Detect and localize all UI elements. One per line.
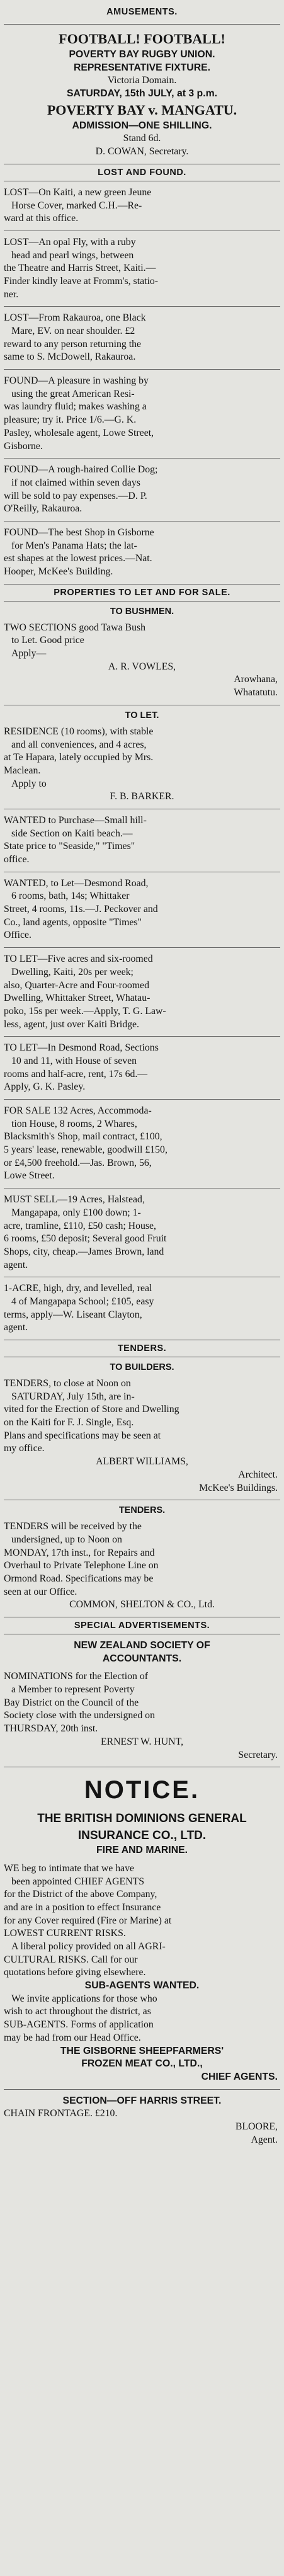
ad-line: A. R. VOWLES, <box>108 661 176 672</box>
ad-line: POVERTY BAY v. MANGATU. <box>47 101 237 118</box>
ad-line: at Te Hapara, lately occupied by Mrs. <box>4 752 154 763</box>
ad-line: Finder kindly leave at Fromm's, statio- <box>4 275 159 287</box>
notice-title: NOTICE. <box>84 1776 200 1804</box>
ad-line: NEW ZEALAND SOCIETY OF <box>74 1640 210 1651</box>
ad-line: Dwelling, Whittaker Street, Whatau- <box>4 993 151 1004</box>
ad-line: will be sold to pay expenses.—D. P. <box>4 490 147 501</box>
found-ad-shop <box>4 527 280 579</box>
to-let-heading: TO LET. <box>125 710 159 721</box>
ad-line: 4 of Mangapapa School; £105, easy <box>11 1296 154 1307</box>
ad-line: Ormond Road. Specifications may be <box>4 1573 154 1584</box>
lost-ad-mare <box>4 312 280 364</box>
ad-line: LOST—From Rakauroa, one Black <box>4 312 146 324</box>
ad-line: CULTURAL RISKS. Call for our <box>4 1954 138 1965</box>
ad-line: seen at our Office. <box>4 1586 77 1597</box>
ad-line: also, Quarter-Acre and Four-roomed <box>4 979 149 991</box>
ad-line: Co., land agents, opposite "Times" <box>4 916 142 928</box>
ad-line: D. COWAN, Secretary. <box>95 146 189 157</box>
property-heading: PROPERTIES TO LET AND FOR SALE. <box>4 584 280 601</box>
ad-line: reward to any person returning the <box>4 338 142 350</box>
ad-line: Blacksmith's Shop, mail contract, £100, <box>4 1131 162 1143</box>
accountants-ad <box>4 1639 280 1762</box>
ad-line: 6 rooms, £50 deposit; Several good Fruit <box>4 1233 167 1245</box>
ad-line: Pasley, wholesale agent, Lowe Street, <box>4 427 154 438</box>
ad-line: quotations before giving elsewhere. <box>4 1967 146 1978</box>
ad-line: vited for the Erection of Store and Dwelling <box>4 1404 179 1415</box>
ad-line: MUST SELL—19 Acres, Halstead, <box>4 1194 145 1205</box>
bushmen-heading: TO BUSHMEN. <box>110 606 174 617</box>
ad-line: McKee's Buildings. <box>199 1482 278 1493</box>
ad-line: TENDERS, to close at Noon on <box>4 1378 131 1389</box>
ad-line: for any Cover required (Fire or Marine) at <box>4 1915 172 1926</box>
ad-line: may be had from our Head Office. <box>4 2032 141 2043</box>
classified-must-sell <box>4 1194 280 1272</box>
ad-line: FOOTBALL! FOOTBALL! <box>59 31 225 47</box>
ad-line: ALBERT WILLIAMS, <box>96 1456 188 1468</box>
ad-line: Plans and specifications may be seen at <box>4 1430 161 1441</box>
ad-line: using the great American Resi- <box>11 388 135 399</box>
ad-line: Architect. <box>238 1469 278 1480</box>
ad-line: Victoria Domain. <box>107 75 177 86</box>
ad-line: for Men's Panama Hats; the lat- <box>11 540 137 551</box>
ad-line: been appointed CHIEF AGENTS <box>11 1876 145 1887</box>
residence-ad <box>4 726 280 804</box>
tenders-heading: TENDERS. <box>4 1340 280 1357</box>
ad-line: acre, tramline, £110, £50 cash; House, <box>4 1220 156 1231</box>
ad-line: Apply to <box>11 778 47 789</box>
ad-line: Mangapapa, only £100 down; 1- <box>11 1207 141 1218</box>
ad-line: pleasure; try it. Price 1/6.—G. K. <box>4 414 137 426</box>
ad-line: Mare, EV. on near shoulder. £2 <box>11 326 135 336</box>
ad-line: TO LET—Five acres and six-roomed <box>4 954 153 965</box>
ad-line: for the District of the above Company, <box>4 1889 157 1900</box>
ad-line: terms, apply—W. Liseant Clayton, <box>4 1309 142 1320</box>
classified-one-acre <box>4 1282 280 1335</box>
ad-line: FOUND—A rough-haired Collie Dog; <box>4 464 158 476</box>
ad-line: and are in a position to effect Insurance <box>4 1901 161 1913</box>
ad-line: RESIDENCE (10 rooms), with stable <box>4 726 154 737</box>
ad-line: LOST—An opal Fly, with a ruby <box>4 236 136 248</box>
ad-line: ACCOUNTANTS. <box>102 1653 182 1664</box>
ad-line: SUB-AGENTS. Forms of application <box>4 2019 154 2031</box>
ad-line: tion House, 8 rooms, 2 Whares, <box>11 1118 137 1129</box>
ad-line: FOUND—A pleasure in washing by <box>4 375 149 387</box>
ad-line: THE GISBORNE SHEEPFARMERS' <box>60 2045 224 2056</box>
ad-line: LOWEST CURRENT RISKS. <box>4 1928 126 1939</box>
ad-line: REPRESENTATIVE FIXTURE. <box>73 62 211 73</box>
lost-ad-cover <box>4 186 280 225</box>
ad-line: 5 years' lease, renewable, goodwill £150, <box>4 1144 168 1156</box>
ad-line: and all conveniences, and 4 acres, <box>11 739 147 750</box>
ad-line: Apply— <box>11 648 47 659</box>
ad-line: my office. <box>4 1443 45 1454</box>
ad-line: Dwelling, Kaiti, 20s per week; <box>11 966 133 977</box>
ad-line: ERNEST W. HUNT, <box>100 1736 184 1747</box>
ad-line: was laundry fluid; makes washing a <box>4 401 147 413</box>
ad-line: poko, 15s per week.—Apply, T. G. Law- <box>4 1005 166 1017</box>
ad-line: Gisborne. <box>4 440 43 452</box>
ad-line: WANTED, to Let—Desmond Road, <box>4 877 149 889</box>
ad-line: SATURDAY, July 15th, are in- <box>11 1391 135 1402</box>
ad-line: FOR SALE 132 Acres, Accommoda- <box>4 1105 152 1116</box>
special-heading: SPECIAL ADVERTISEMENTS. <box>4 1617 280 1634</box>
lost-ad-fly <box>4 236 280 301</box>
ad-line: to Let. Good price <box>11 635 84 646</box>
classified-wanted-let <box>4 877 280 942</box>
ad-line: State price to "Seaside," "Times" <box>4 841 135 852</box>
ad-line: BLOORE, <box>235 2121 278 2132</box>
ad-line: THURSDAY, 20th inst. <box>4 1723 98 1735</box>
amusements-heading: AMUSEMENTS. <box>4 0 280 25</box>
ad-line: 1-ACRE, high, dry, and levelled, real <box>4 1283 152 1294</box>
section-ad <box>4 2095 280 2147</box>
ad-line: agent. <box>4 1259 28 1270</box>
ad-line: Horse Cover, marked C.H.—Re- <box>11 200 142 211</box>
builders-heading: TO BUILDERS. <box>110 1362 174 1372</box>
ad-line: LOST—On Kaiti, a new green Jeune <box>4 186 152 198</box>
ad-line: We invite applications for those who <box>11 1993 157 2004</box>
bushmen-ad <box>4 622 280 700</box>
ad-line: Maclean. <box>4 765 41 776</box>
ad-line: Secretary. <box>238 1749 278 1760</box>
ad-line: less, agent, just over Kaiti Bridge. <box>4 1018 139 1030</box>
ad-line: Apply, G. K. Pasley. <box>4 1081 86 1093</box>
ad-line: ner. <box>4 288 19 300</box>
ad-line: agent. <box>4 1322 28 1333</box>
ad-line: ADMISSION—ONE SHILLING. <box>72 120 212 131</box>
ad-line: wish to act throughout the district, as <box>4 2006 151 2017</box>
ad-line: O'Reilly, Rakauroa. <box>4 503 82 515</box>
builders-ad <box>4 1377 280 1495</box>
ad-line: same to S. McDowell, Rakauroa. <box>4 351 136 363</box>
ad-line: Bay District on the Council of the <box>4 1697 139 1708</box>
ad-line: THE BRITISH DOMINIONS GENERAL <box>37 1812 247 1826</box>
ad-line: INSURANCE CO., LTD. <box>77 1829 207 1843</box>
ad-line: Office. <box>4 930 32 941</box>
ad-line: POVERTY BAY RUGBY UNION. <box>69 49 215 60</box>
ad-line: CHIEF AGENTS. <box>201 2071 278 2082</box>
ad-line: TWO SECTIONS good Tawa Bush <box>4 622 146 633</box>
ad-line: rooms and half-acre, rent, 17s 6d.— <box>4 1068 148 1080</box>
ad-line: A liberal policy provided on all AGRI- <box>11 1941 166 1952</box>
ad-line: FROZEN MEAT CO., LTD., <box>81 2058 203 2070</box>
ad-line: CHAIN FRONTAGE. £210. <box>4 2108 118 2119</box>
ad-line: Hooper, McKee's Building. <box>4 566 113 577</box>
insurance-notice <box>4 1772 280 2083</box>
ad-line: SUB-AGENTS WANTED. <box>84 1980 200 1992</box>
ad-line: side Section on Kaiti beach.— <box>11 828 133 839</box>
ad-line: Whatatutu. <box>234 687 278 698</box>
ad-line: MONDAY, 17th inst., for Repairs and <box>4 1547 155 1558</box>
ad-line: on the Kaiti for F. J. Single, Esq. <box>4 1417 134 1428</box>
ad-line: head and pearl wings, between <box>11 249 134 261</box>
classified-to-let-kaiti <box>4 953 280 1031</box>
ad-line: the Theatre and Harris Street, Kaiti.— <box>4 263 156 274</box>
ad-line: Lowe Street. <box>4 1170 55 1182</box>
ad-line: SATURDAY, 15th JULY, at 3 p.m. <box>66 88 218 100</box>
lost-found-heading: LOST AND FOUND. <box>4 164 280 181</box>
ad-line: FIRE AND MARINE. <box>96 1845 188 1856</box>
ad-line: office. <box>4 854 30 865</box>
ad-line: a Member to represent Poverty <box>11 1684 135 1695</box>
ad-line: NOMINATIONS for the Election of <box>4 1671 149 1682</box>
tenders-sub-heading: TENDERS. <box>118 1505 166 1516</box>
ad-line: Society close with the undersigned on <box>4 1710 155 1721</box>
ad-line: ward at this office. <box>4 213 79 224</box>
found-ad-collie <box>4 464 280 516</box>
ad-line: Arowhana, <box>234 674 278 685</box>
ad-line: est shapes at the lowest prices.—Nat. <box>4 553 152 564</box>
ad-line: WANTED to Purchase—Small hill- <box>4 814 147 826</box>
ad-line: Stand 6d. <box>123 133 161 144</box>
ad-line: TENDERS will be received by the <box>4 1521 142 1532</box>
ad-line: Agent. <box>251 2134 278 2145</box>
ad-line: Shops, city, cheap.—James Brown, land <box>4 1246 164 1257</box>
ad-line: 10 and 11, with House of seven <box>11 1055 137 1066</box>
ad-line: SECTION—OFF HARRIS STREET. <box>62 2095 222 2106</box>
ad-line: undersigned, up to Noon on <box>11 1534 122 1545</box>
ad-line: TO LET—In Desmond Road, Sections <box>4 1042 159 1054</box>
classified-for-sale <box>4 1105 280 1183</box>
ad-line: or £4,500 freehold.—Jas. Brown, 56, <box>4 1157 152 1168</box>
ad-line: Overhaul to Private Telephone Line on <box>4 1560 159 1571</box>
ad-line: F. B. BARKER. <box>110 791 174 802</box>
ad-line: if not claimed within seven days <box>11 477 140 488</box>
classified-wanted-purchase <box>4 814 280 867</box>
found-ad-resiwas <box>4 375 280 453</box>
ad-line: FOUND—The best Shop in Gisborne <box>4 527 154 538</box>
ad-line: COMMON, SHELTON & CO., Ltd. <box>69 1599 215 1610</box>
ad-line: Street, 4 rooms, 11s.—J. Peckover and <box>4 904 158 915</box>
telephone-tender-ad <box>4 1520 280 1612</box>
football-ad <box>4 30 280 159</box>
ad-line: 6 rooms, bath, 14s; Whittaker <box>11 891 130 902</box>
classified-to-let-desmond <box>4 1042 280 1094</box>
ad-line: WE beg to intimate that we have <box>4 1862 135 1874</box>
